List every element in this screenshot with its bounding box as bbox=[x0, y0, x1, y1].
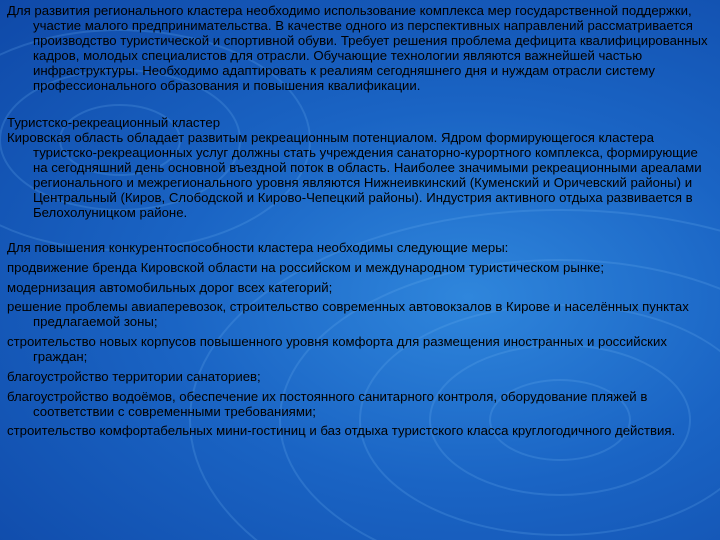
measures-intro: Для повышения конкурентоспособности кластера необходимы следующие меры: bbox=[7, 240, 509, 256]
list-item: благоустройство территории санаториев; bbox=[7, 368, 261, 384]
list-item: модернизация автомобильных дорог всех категорий; bbox=[7, 279, 333, 295]
list-item: продвижение бренда Кировской области на российском и международном туристическом рынке; bbox=[7, 259, 605, 275]
list-item: строительство новых корпусов повышенного уровня комфорта для размещения иностранных и российских граждан; bbox=[7, 334, 667, 365]
intro-paragraph: Для развития регионального кластера необходимо использование комплекса мер государственной поддержки, участие малого предпринимательства. В качестве одного из перспективных направлений рассматривается производство туристической и спортивной обуви. Требует решения проблема дефицита квалифицированных кадров, молодых специалистов для отрасли. Обучающие технологии являются важнейшей частью инфраструктуры. Необходимо адаптировать к реалиям сегодняшнего дня и нуждам отрасли систему профессионального образования и повышения квалификации. bbox=[7, 3, 708, 94]
slide-text bbox=[7, 0, 713, 443]
list-item: решение проблемы авиаперевозок, строительство современных автовокзалов в Кирове и населённых пунктах предлагаемой зоны; bbox=[7, 299, 689, 330]
section-title: Туристско-рекреационный кластер bbox=[7, 114, 221, 130]
section-body: Кировская область обладает развитым рекреационным потенциалом. Ядром формирующегося кластера туристско-рекреационных услуг должны стать учреждения санаторно-курортного комплекса, формирующие на сегодняшний день основной въездной поток в область. Наиболее значимыми рекреационными ареалами регионального и межрегионального уровня являются Нижнеивкинский (Куменский и Оричевский районы) и Центральный (Киров, Слободской и Кирово-Чепецкий районы). Индустрия активного отдыха развивается в Белохолуницком районе. bbox=[7, 129, 702, 221]
list-item: благоустройство водоёмов, обеспечение их постоянного санитарного контроля, оборудование пляжей в соответствии с современными требованиями; bbox=[7, 388, 648, 419]
list-item: строительство комфортабельных мини-гостиниц и баз отдыха туристского класса круглогодичного действия. bbox=[7, 423, 676, 439]
